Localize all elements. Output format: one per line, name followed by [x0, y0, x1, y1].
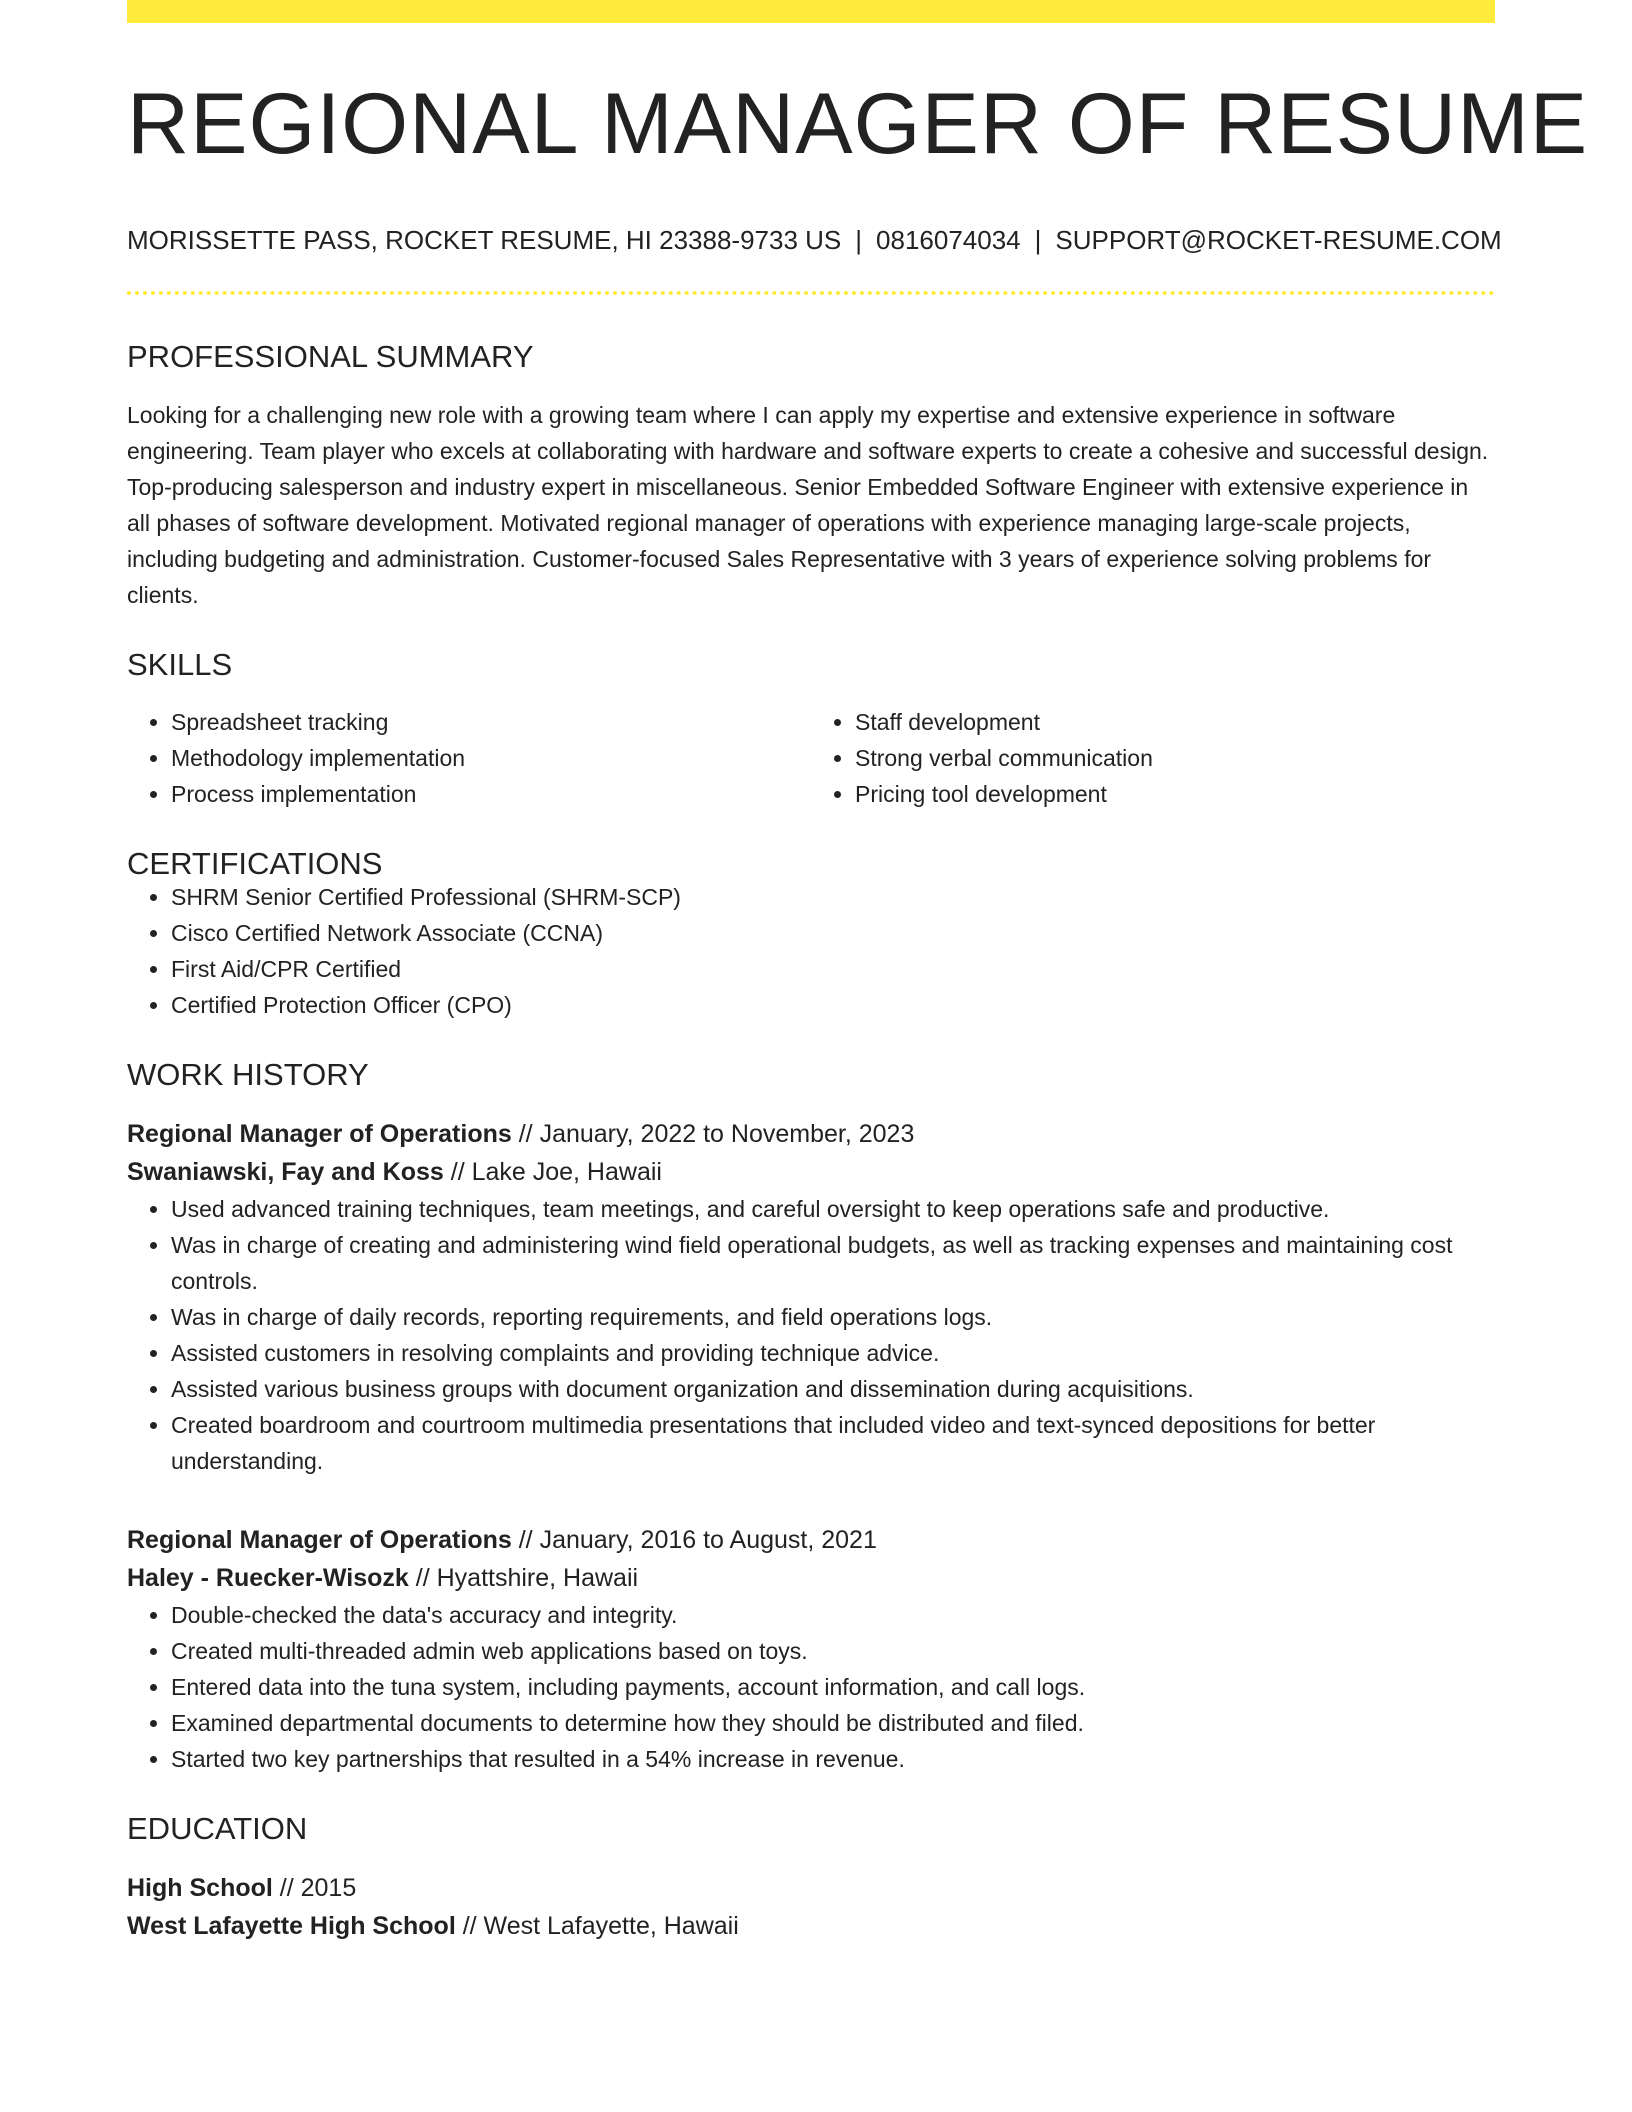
job-bullet: • Double-checked the data's accuracy and integrity.: [171, 1597, 1495, 1633]
skill-item: • Spreadsheet tracking: [171, 704, 811, 740]
contact-email: SUPPORT@ROCKET-RESUME.COM: [1055, 225, 1502, 255]
education-degree-line: [127, 1869, 1495, 1907]
certification-item: • Certified Protection Officer (CPO): [171, 987, 1495, 1023]
job-bullet: • Created boardroom and courtroom multimedia presentations that included video and text-synced depositions for better understanding.: [171, 1407, 1495, 1479]
job-bullet: • Used advanced training techniques, team meetings, and careful oversight to keep operations safe and productive.: [171, 1191, 1495, 1227]
skill-item: • Staff development: [855, 704, 1495, 740]
job-company-line: [127, 1559, 1495, 1597]
education-location: // West Lafayette, Hawaii: [455, 1912, 739, 1940]
education-school: West Lafayette High School: [127, 1912, 456, 1940]
job-bullet: • Was in charge of creating and administering wind field operational budgets, as well as tracking expenses and maintaining cost controls.: [171, 1227, 1495, 1299]
skills-column-right: [811, 704, 1495, 812]
job-entry: [127, 1521, 1495, 1777]
job-bullet: • Started two key partnerships that resulted in a 54% increase in revenue.: [171, 1741, 1495, 1777]
top-accent-bar: [127, 0, 1495, 23]
skill-item: • Methodology implementation: [171, 740, 811, 776]
job-location: // Hyattshire, Hawaii: [408, 1564, 639, 1592]
resume-name: REGIONAL MANAGER OF RESUME: [127, 76, 1589, 172]
skill-item: • Pricing tool development: [855, 776, 1495, 812]
job-dates: // January, 2016 to August, 2021: [511, 1526, 877, 1554]
job-location: // Lake Joe, Hawaii: [443, 1158, 662, 1186]
resume-page: [127, 0, 1589, 1945]
job-company: Swaniawski, Fay and Koss: [127, 1158, 444, 1186]
work-history-title: WORK HISTORY: [127, 1057, 369, 1092]
job-bullets: [127, 1597, 1495, 1777]
job-company-line: [127, 1153, 1495, 1191]
job-company: Haley - Ruecker-Wisozk: [127, 1564, 409, 1592]
skill-item: • Process implementation: [171, 776, 811, 812]
job-role-line: [127, 1521, 1495, 1559]
certification-item: • Cisco Certified Network Associate (CCNA): [171, 915, 1495, 951]
summary-title: PROFESSIONAL SUMMARY: [127, 339, 534, 374]
job-dates: // January, 2022 to November, 2023: [511, 1120, 915, 1148]
certifications-list: [127, 879, 1495, 1023]
skill-item: • Strong verbal communication: [855, 740, 1495, 776]
skills-title: SKILLS: [127, 647, 233, 682]
certification-item: • SHRM Senior Certified Professional (SHRM-SCP): [171, 879, 1495, 915]
job-bullet: • Was in charge of daily records, reporting requirements, and field operations logs.: [171, 1299, 1495, 1335]
contact-separator: |: [855, 225, 863, 255]
job-role-line: [127, 1115, 1495, 1153]
skills-list: [127, 704, 1495, 812]
job-bullet: • Assisted various business groups with document organization and dissemination during acquisitions.: [171, 1371, 1495, 1407]
education-year: // 2015: [272, 1874, 357, 1902]
skills-column-left: [127, 704, 811, 812]
education-title: EDUCATION: [127, 1811, 308, 1846]
job-role: Regional Manager of Operations: [127, 1120, 512, 1148]
contact-separator: |: [1034, 225, 1042, 255]
contact-phone: 0816074034: [876, 225, 1021, 255]
dotted-divider: [127, 291, 1495, 295]
job-bullet: • Created multi-threaded admin web applications based on toys.: [171, 1633, 1495, 1669]
education-school-line: [127, 1907, 1495, 1945]
job-bullet: • Examined departmental documents to determine how they should be distributed and filed.: [171, 1705, 1495, 1741]
job-bullets: [127, 1191, 1495, 1479]
summary-text: Looking for a challenging new role with a growing team where I can apply my expertise and extensive experience in software engineering. Team player who excels at collaborating with hardware and software experts to create a cohesive and successful design. Top-producing salesperson and industry expert in miscellaneous. Senior Embedded Software Engineer with extensive experience in all phases of software development. Motivated regional manager of operations with experience managing large-scale projects, including budgeting and administration. Customer-focused Sales Representative with 3 years of experience solving problems for clients.: [127, 402, 1489, 608]
contact-line: [127, 225, 1502, 255]
certification-item: • First Aid/CPR Certified: [171, 951, 1495, 987]
job-bullet: • Entered data into the tuna system, including payments, account information, and call logs.: [171, 1669, 1495, 1705]
certifications-title: CERTIFICATIONS: [127, 846, 383, 881]
job-bullet: • Assisted customers in resolving complaints and providing technique advice.: [171, 1335, 1495, 1371]
job-role: Regional Manager of Operations: [127, 1526, 512, 1554]
job-entry: [127, 1115, 1495, 1479]
contact-address: MORISSETTE PASS, ROCKET RESUME, HI 23388-9733 US: [127, 225, 842, 255]
education-degree: High School: [127, 1874, 273, 1902]
